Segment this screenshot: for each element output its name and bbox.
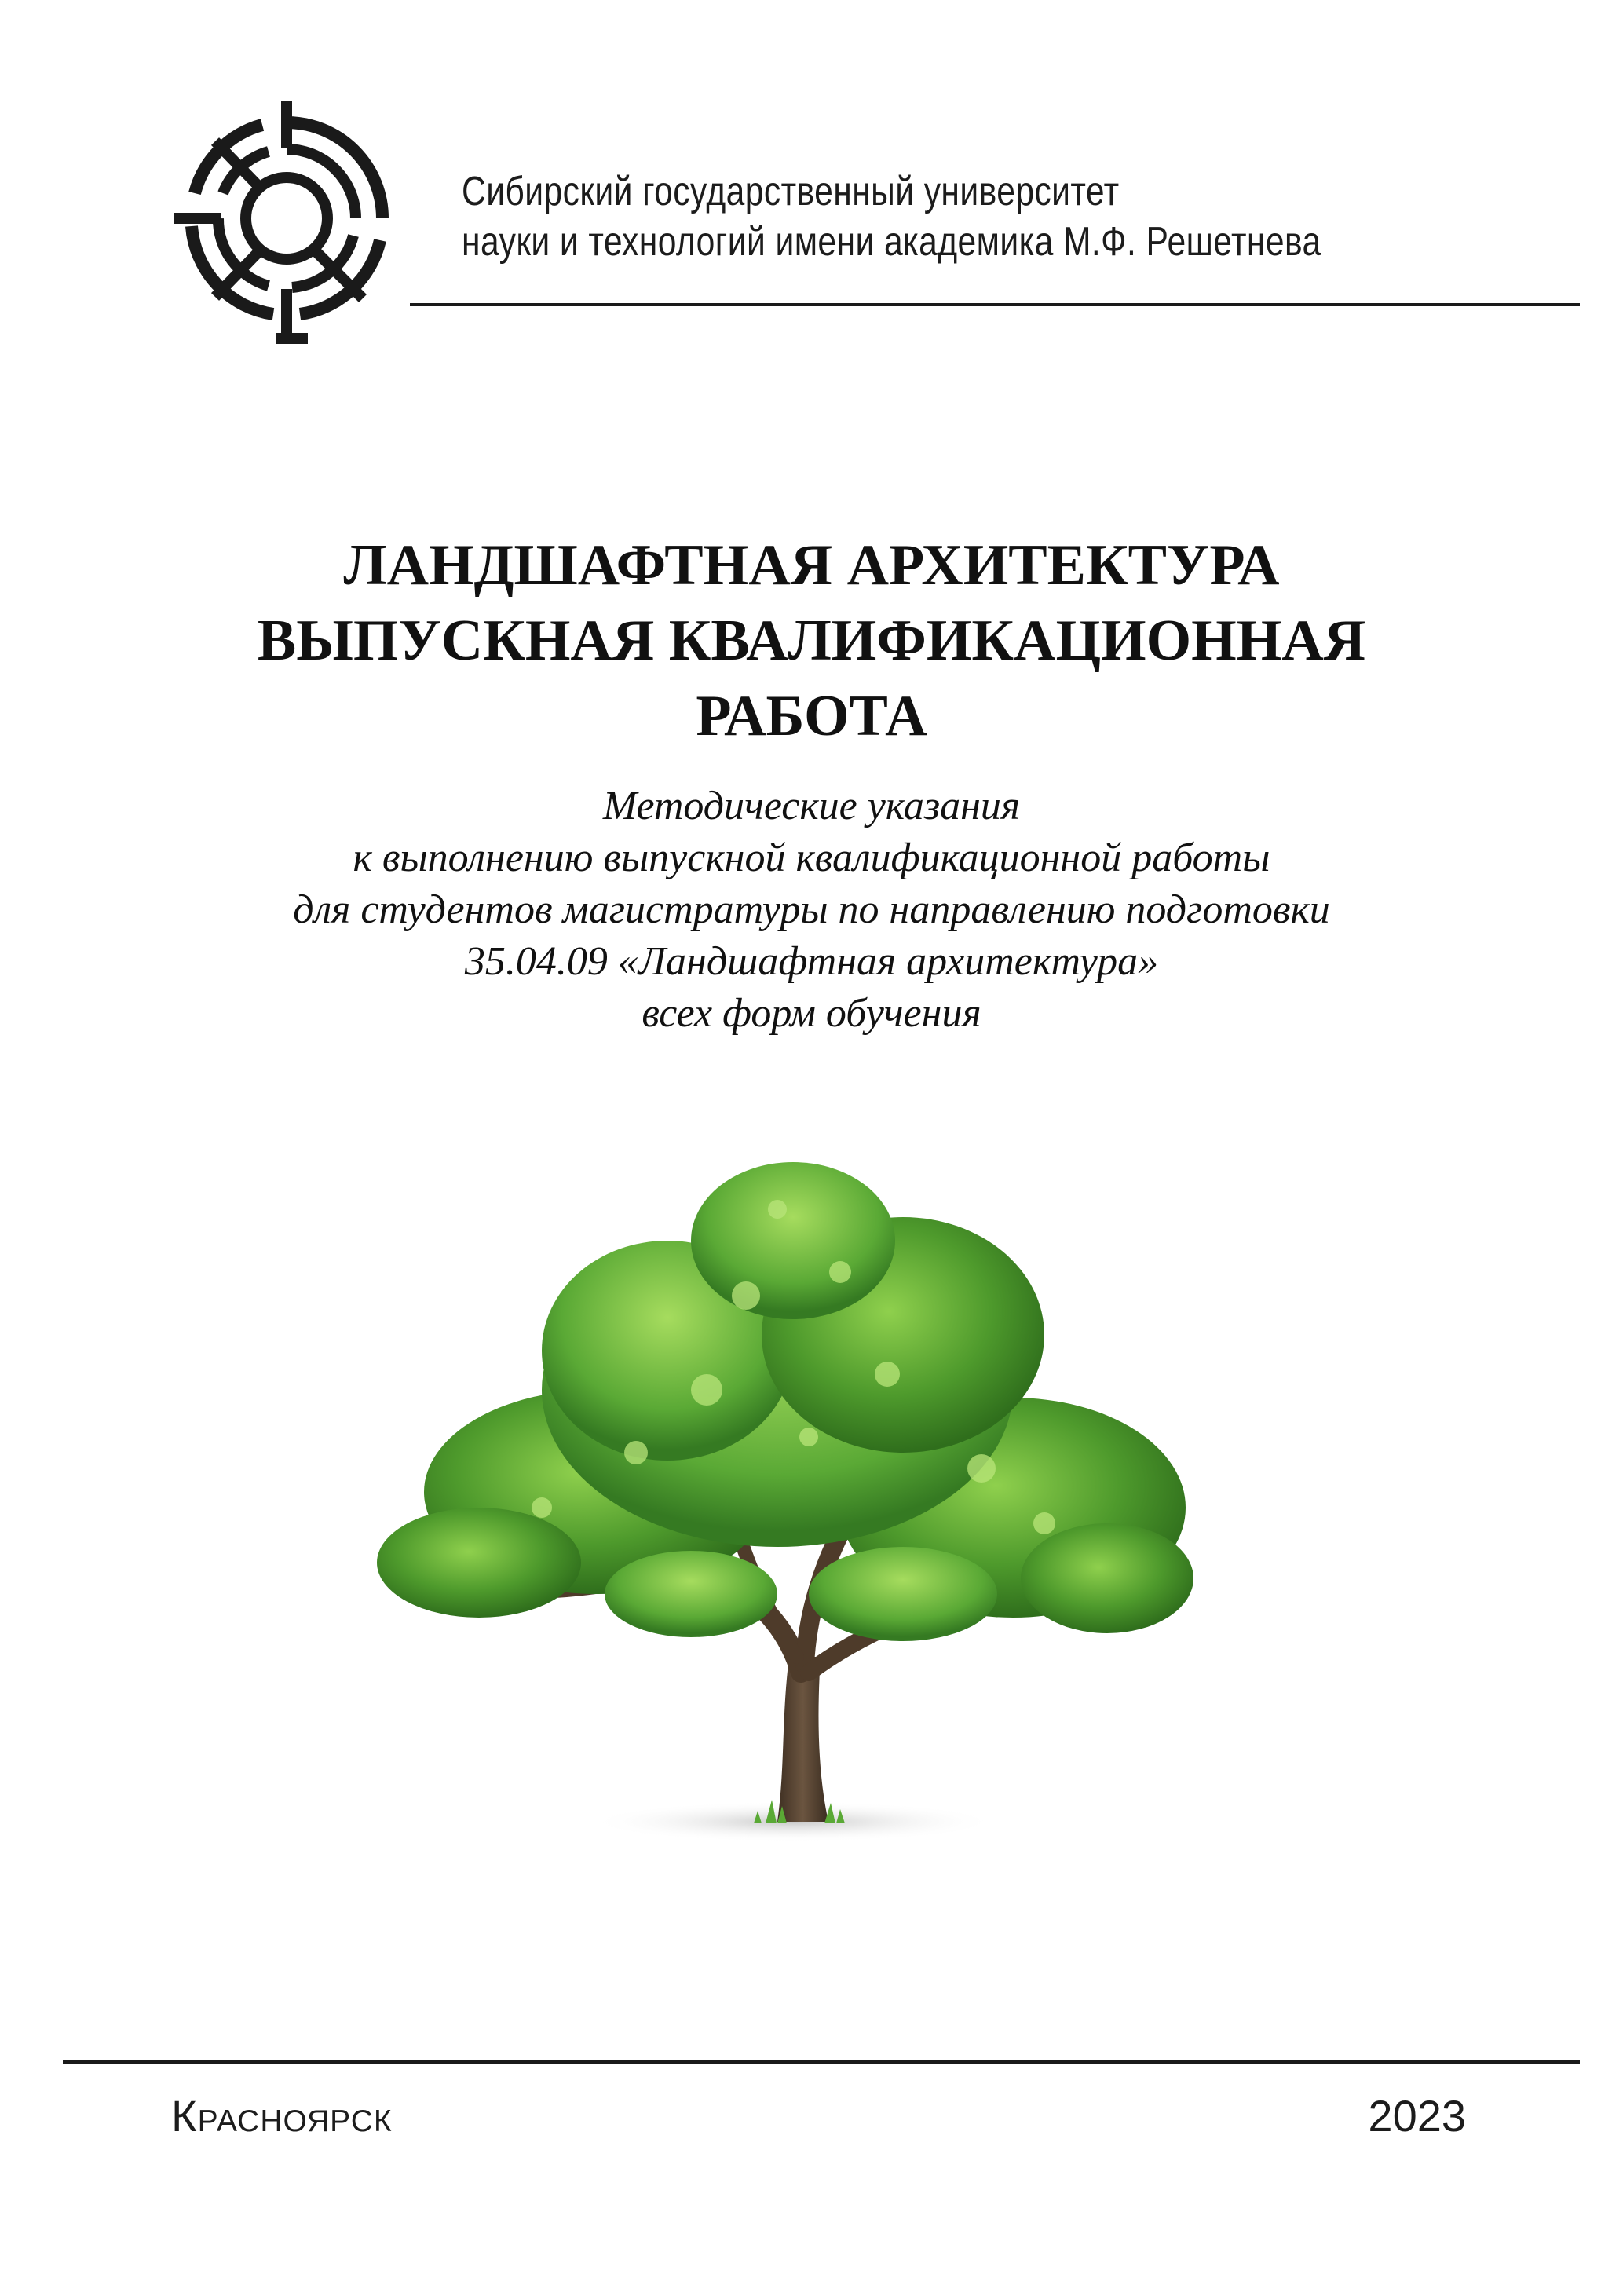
university-emblem-icon bbox=[174, 101, 399, 344]
header-divider bbox=[410, 303, 1580, 306]
university-name bbox=[462, 166, 1376, 267]
subtitle-line-4: 35.04.09 «Ландшафтная архитектура» bbox=[464, 939, 1159, 984]
university-name-line-2: науки и технологий имени академика М.Ф. Решетнева bbox=[462, 219, 1321, 265]
title-line-2: ВЫПУСКНАЯ КВАЛИФИКАЦИОННАЯ bbox=[257, 609, 1366, 673]
subtitle-line-3: для студентов магистратуры по направлению подготовки bbox=[293, 887, 1330, 932]
subtitle-line-1: Методические указания bbox=[602, 784, 1021, 828]
university-name-line-1: Сибирский государственный университет bbox=[462, 169, 1120, 214]
tree-icon bbox=[338, 1154, 1233, 1861]
subtitle-line-2: к выполнению выпускной квалификационной работы bbox=[353, 835, 1270, 880]
document-subtitle bbox=[0, 781, 1623, 1040]
document-title bbox=[0, 528, 1623, 754]
publication-year: 2023 bbox=[1368, 2091, 1466, 2141]
publication-city: Красноярск bbox=[171, 2091, 393, 2141]
title-line-3: РАБОТА bbox=[696, 684, 927, 748]
title-line-1: ЛАНДШАФТНАЯ АРХИТЕКТУРА bbox=[343, 533, 1280, 598]
subtitle-line-5: всех форм обучения bbox=[642, 991, 981, 1036]
footer-divider bbox=[63, 2060, 1580, 2064]
